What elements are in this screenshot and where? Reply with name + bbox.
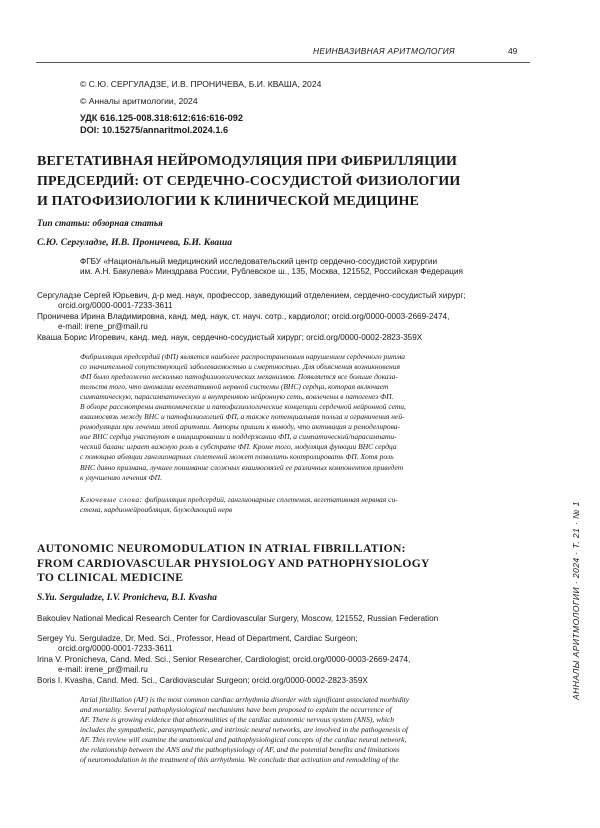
doi: DOI: 10.15275/annaritmol.2024.1.6: [80, 125, 229, 135]
keywords-ru: Ключевые слова: фибрилляция предсердий, ганглионарные сплетения, вегетативная нервная си- стема, кардионейроабляция, блуждающий нерв: [80, 495, 398, 515]
authors-en: S.Yu. Serguladze, I.V. Pronicheva, B.I. Kvasha: [37, 593, 217, 603]
article-title-en: [37, 542, 430, 586]
title-line: ВЕГЕТАТИВНАЯ НЕЙРОМОДУЛЯЦИЯ ПРИ ФИБРИЛЛЯЦИИ: [37, 154, 458, 169]
running-header-journal: НЕИНВАЗИВНАЯ АРИТМОЛОГИЯ: [313, 46, 455, 56]
affiliation-en: Bakoulev National Medical Research Center for Cardiovascular Surgery, Moscow, 121552, Russian Federation: [37, 614, 439, 623]
article-title-ru: [37, 152, 507, 212]
page-number: 49: [508, 46, 518, 56]
title-line: TO CLINICAL MEDICINE: [37, 571, 184, 584]
abstract-ru: Фибрилляция предсердий (ФП) является наиболее распространенным нарушением сердечного ритма со значительной сопутствующей заболеваемостью и смертностью. Для объяснения возникновения ФП было предложено несколько патофизиологических механизмов. Появляется все больше доказа- тельств того, что аномалии вегетативной нервной системы (ВНС) сердца, которая включает симпатическую, парасимпатическую и внутреннюю нейронную сеть, вовлечены в патогенез ФП. В обзоре рассмотрены анатомические и патофизиологические концепции сердечной нейронной сети, взаимосвязь между ВНС и патофизиологией ФП, а также потенциальная польза и ограничения ней- ромодуляции при лечении этой аритмии. Авторы пришли к выводу, что активация и ремоделирова- ние ВНС сердца участвуют в инициировании и поддержании ФП, а симпатический/парасимпати- ческий баланс играет важную роль в субстрате ФП. Кроме того, модуляция функции ВНС сердца с помощью абляции ганглионарных сплетений может позволить контролировать ФП. Хотя роль ВНС давно признана, лучшее понимание сложных взаимосвязей ее различных компонентов приведет к улучшению лечения ФП.: [80, 352, 406, 482]
article-type: Тип статьи: обзорная статья: [37, 218, 163, 228]
title-line: И ПАТОФИЗИОЛОГИИ К КЛИНИЧЕСКОЙ МЕДИЦИНЕ: [37, 194, 419, 209]
title-line: AUTONOMIC NEUROMODULATION IN ATRIAL FIBRILLATION:: [37, 542, 406, 555]
copyright-authors: © С.Ю. СЕРГУЛАДЗЕ, И.В. ПРОНИЧЕВА, Б.И. КВАША, 2024: [80, 79, 322, 89]
authors-ru: С.Ю. Сергуладзе, И.В. Проничева, Б.И. Кваша: [37, 237, 233, 248]
copyright-journal: © Анналы аритмологии, 2024: [80, 96, 198, 106]
udk-code: УДК 616.125-008.318:612:616:616-092: [80, 113, 243, 123]
header-rule: [36, 62, 530, 63]
author-info-en: Sergey Yu. Serguladze, Dr. Med. Sci., Professor, Head of Department, Cardiac Surgeon; orcid.org/0000-0001-7233-3611 Irina V. Pronicheva, Cand. Med. Sci., Senior Researcher, Cardiologist; orcid.org/0000-0003-2669-2474, e-mail: irene_pr@mail.ru Boris I. Kvasha, Cand. Med. Sci., Cardiovascular Surgeon; orcid.org/0000-0002-2823-359X: [37, 634, 411, 685]
abstract-en: Atrial fibrillation (AF) is the most common cardiac arrhythmia disorder with significant associated morbidity and mortality. Several pathophysiological mechanisms have been proposed to explain the occurrence of AF. There is growing evidence that abnormalities of the cardiac autonomic nervous system (ANS), which includes the sympathetic, parasympathetic, and intrinsic neural networks, are involved in the pathogenesis of AF. This review will examine the anatomical and pathophysiological concepts of the cardiac neural network, the relationship between the ANS and the pathophysiology of AF, and the potential benefits and limitations of neuromodulation in the treatment of this arrhythmia. We conclude that activation and remodeling of the: [80, 695, 410, 765]
keywords-label: Ключевые слова:: [80, 495, 143, 504]
author-info-ru: Сергуладзе Сергей Юрьевич, д-р мед. наук, профессор, заведующий отделением, сердечно-сосудистый хирург; orcid.org/0000-0001-7233-3611 Проничева Ирина Владимировна, канд. мед. наук, ст. науч. сотр., кардиолог; orcid.org/0000-0003-2669-2474, e-mail: irene_pr@mail.ru Кваша Борис Игоревич, канд. мед. наук, сердечно-сосудистый хирург; orcid.org/0000-0002-2823-359X: [37, 291, 466, 342]
title-line: ПРЕДСЕРДИЙ: ОТ СЕРДЕЧНО-СОСУДИСТОЙ ФИЗИОЛОГИИ: [37, 174, 461, 189]
title-line: FROM CARDIOVASCULAR PHYSIOLOGY AND PATHOPHYSIOLOGY: [37, 556, 430, 570]
affiliation-ru: ФГБУ «Национальный медицинский исследовательский центр сердечно-сосудистой хирургии им. А.Н. Бакулева» Минздрава России, Рублевское ш., 135, Москва, 121552, Российская Федерация: [80, 257, 463, 277]
